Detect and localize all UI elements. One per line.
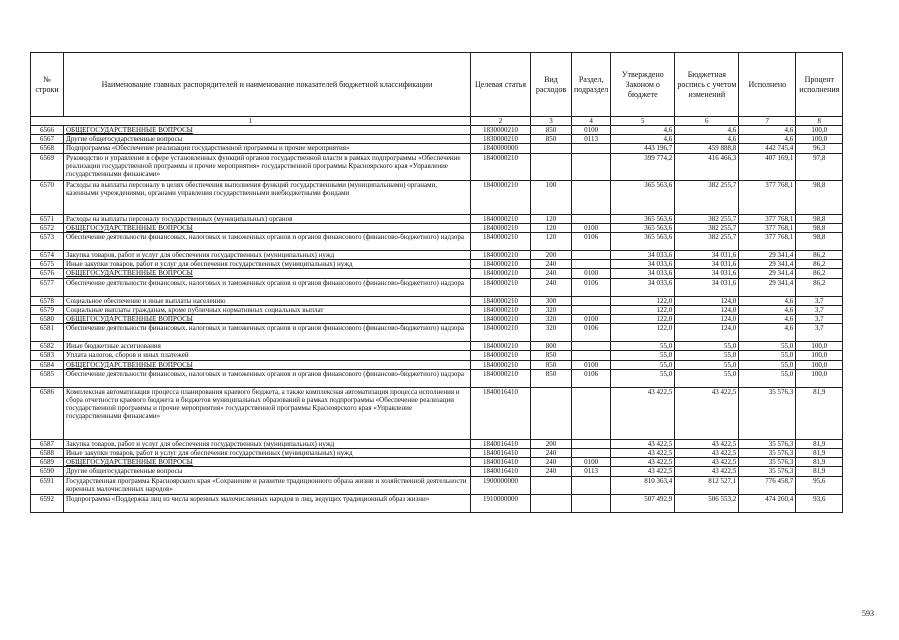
executed-amount: 35 576,3	[739, 458, 796, 467]
column-number-row	[31, 117, 843, 126]
budget-list-amount: 4,6	[675, 135, 739, 144]
approved-amount: 43 422,5	[611, 439, 675, 448]
target-article: 1840000210	[471, 342, 531, 351]
row-number: 6591	[31, 476, 64, 494]
execution-percent: 98,8	[796, 214, 843, 223]
table-row	[31, 180, 843, 214]
approved-amount: 4,6	[611, 135, 675, 144]
row-name: ОБЩЕГОСУДАРСТВЕННЫЕ ВОПРОСЫ	[64, 458, 471, 467]
expense-type	[531, 476, 572, 494]
expense-type: 120	[531, 223, 572, 232]
budget-list-amount: 34 031,6	[675, 260, 739, 269]
row-number: 6577	[31, 278, 64, 296]
table-row	[31, 305, 843, 314]
row-number: 6583	[31, 351, 64, 360]
expense-type: 240	[531, 260, 572, 269]
target-article: 1840000210	[471, 324, 531, 342]
executed-amount: 377 768,1	[739, 223, 796, 232]
executed-amount: 407 169,1	[739, 153, 796, 180]
budget-list-amount: 43 422,5	[675, 467, 739, 476]
execution-percent: 97,8	[796, 153, 843, 180]
header-isp: Исполнено	[739, 53, 796, 117]
table-row	[31, 467, 843, 476]
approved-amount: 810 363,4	[611, 476, 675, 494]
expense-type: 100	[531, 180, 572, 214]
target-article: 1840000210	[471, 223, 531, 232]
row-number: 6585	[31, 369, 64, 387]
budget-list-amount: 4,6	[675, 126, 739, 135]
execution-percent: 3,7	[796, 305, 843, 314]
budget-list-amount: 124,0	[675, 315, 739, 324]
table-row	[31, 260, 843, 269]
row-name: Комплексная автоматизация процесса планирования краевого бюджета, а также комплексная автоматизация процесса исполнения и сбора отчетности краевого бюджета и бюджетов муниципальных образований в рамках подпрограммы «Обеспечение реализации государственной программы и прочие мероприятия» государственной программы Красноярского края «Управление государственными финансами»	[64, 387, 471, 439]
approved-amount: 122,0	[611, 315, 675, 324]
executed-amount: 55,0	[739, 369, 796, 387]
row-name: Подпрограмма «Поддержка лиц из числа коренных малочисленных народов и лиц, ведущих традиционный образ жизни»	[64, 494, 471, 512]
budget-list-amount: 416 466,3	[675, 153, 739, 180]
row-number: 6569	[31, 153, 64, 180]
execution-percent: 81,9	[796, 439, 843, 448]
execution-percent: 81,9	[796, 458, 843, 467]
row-number: 6578	[31, 296, 64, 305]
section-code: 0100	[572, 223, 611, 232]
budget-list-amount: 55,0	[675, 369, 739, 387]
target-article: 1840016410	[471, 387, 531, 439]
budget-list-amount: 43 422,5	[675, 387, 739, 439]
row-name: Обеспечение деятельности финансовых, налоговых и таможенных органов и органов финансового (финансово-бюджетного) надзора	[64, 278, 471, 296]
row-number: 6579	[31, 305, 64, 314]
expense-type	[531, 387, 572, 439]
row-name: Подпрограмма «Обеспечение реализации государственной программы и прочие мероприятия»	[64, 144, 471, 153]
execution-percent: 3,7	[796, 296, 843, 305]
expense-type	[531, 153, 572, 180]
target-article: 1840000210	[471, 251, 531, 260]
column-number: 1	[31, 117, 471, 126]
row-number: 6589	[31, 458, 64, 467]
executed-amount: 474 260,4	[739, 494, 796, 512]
approved-amount: 34 033,6	[611, 251, 675, 260]
target-article: 1840000210	[471, 233, 531, 251]
expense-type: 850	[531, 135, 572, 144]
section-code	[572, 449, 611, 458]
row-name: Иные закупки товаров, работ и услуг для обеспечения государственных (муниципальных) нужд	[64, 449, 471, 458]
row-number: 6590	[31, 467, 64, 476]
row-name: ОБЩЕГОСУДАРСТВЕННЫЕ ВОПРОСЫ	[64, 269, 471, 278]
budget-list-amount: 55,0	[675, 351, 739, 360]
expense-type	[531, 494, 572, 512]
budget-list-amount: 43 422,5	[675, 439, 739, 448]
execution-percent: 98,8	[796, 233, 843, 251]
executed-amount: 4,6	[739, 296, 796, 305]
expense-type: 850	[531, 351, 572, 360]
table-row	[31, 369, 843, 387]
row-name: Обеспечение деятельности финансовых, налоговых и таможенных органов и органов финансового (финансово-бюджетного) надзора	[64, 369, 471, 387]
row-name: ОБЩЕГОСУДАРСТВЕННЫЕ ВОПРОСЫ	[64, 223, 471, 232]
table-row	[31, 296, 843, 305]
budget-list-amount: 55,0	[675, 360, 739, 369]
executed-amount: 29 341,4	[739, 251, 796, 260]
table-row	[31, 278, 843, 296]
row-number: 6582	[31, 342, 64, 351]
target-article: 1840000210	[471, 269, 531, 278]
execution-percent: 86,2	[796, 269, 843, 278]
table-body	[31, 126, 843, 513]
expense-type: 200	[531, 251, 572, 260]
row-name: Социальное обеспечение и иные выплаты населению	[64, 296, 471, 305]
target-article: 1840000210	[471, 296, 531, 305]
column-number: 8	[796, 117, 843, 126]
table-row	[31, 494, 843, 512]
target-article: 1840016410	[471, 439, 531, 448]
section-code	[572, 387, 611, 439]
budget-list-amount: 382 255,7	[675, 233, 739, 251]
approved-amount: 399 774,2	[611, 153, 675, 180]
approved-amount: 4,6	[611, 126, 675, 135]
row-name: Обеспечение деятельности финансовых, налоговых и таможенных органов и органов финансового (финансово-бюджетного) надзора	[64, 324, 471, 342]
executed-amount: 55,0	[739, 342, 796, 351]
target-article: 1840000210	[471, 278, 531, 296]
table-row	[31, 360, 843, 369]
header-rosp: Бюджетная роспись с учетом изменений	[675, 53, 739, 117]
target-article: 1840016410	[471, 449, 531, 458]
row-name: ОБЩЕГОСУДАРСТВЕННЫЕ ВОПРОСЫ	[64, 360, 471, 369]
target-article: 1840000210	[471, 214, 531, 223]
table-row	[31, 153, 843, 180]
budget-list-amount: 124,0	[675, 305, 739, 314]
column-number: 6	[675, 117, 739, 126]
expense-type: 240	[531, 449, 572, 458]
executed-amount: 4,6	[739, 324, 796, 342]
header-code: Целевая статья	[471, 53, 531, 117]
header-name: Наименование главных распорядителей и наименование показателей бюджетной классификации	[64, 53, 471, 117]
row-number: 6575	[31, 260, 64, 269]
section-code: 0113	[572, 135, 611, 144]
expense-type: 120	[531, 214, 572, 223]
section-code: 0106	[572, 278, 611, 296]
row-name: Другие общегосударственные вопросы	[64, 467, 471, 476]
row-number: 6587	[31, 439, 64, 448]
approved-amount: 365 563,6	[611, 180, 675, 214]
target-article: 1840000210	[471, 180, 531, 214]
row-name: Иные закупки товаров, работ и услуг для обеспечения государственных (муниципальных) нужд	[64, 260, 471, 269]
expense-type: 200	[531, 439, 572, 448]
page-number: 593	[862, 609, 874, 618]
execution-percent: 100,0	[796, 135, 843, 144]
target-article: 1840000210	[471, 360, 531, 369]
budget-list-amount: 459 888,8	[675, 144, 739, 153]
executed-amount: 4,6	[739, 126, 796, 135]
target-article: 1840016410	[471, 458, 531, 467]
approved-amount: 43 422,5	[611, 467, 675, 476]
row-number: 6574	[31, 251, 64, 260]
column-number: 5	[611, 117, 675, 126]
row-name: Расходы на выплаты персоналу государственных (муниципальных) органов	[64, 214, 471, 223]
execution-percent: 100,0	[796, 351, 843, 360]
executed-amount: 35 576,3	[739, 439, 796, 448]
executed-amount: 35 576,3	[739, 387, 796, 439]
table-row	[31, 233, 843, 251]
executed-amount: 29 341,4	[739, 269, 796, 278]
target-article: 1830000210	[471, 126, 531, 135]
section-code: 0100	[572, 269, 611, 278]
budget-list-amount: 124,0	[675, 324, 739, 342]
budget-list-amount: 124,0	[675, 296, 739, 305]
approved-amount: 34 033,6	[611, 260, 675, 269]
execution-percent: 100,0	[796, 360, 843, 369]
executed-amount: 29 341,4	[739, 278, 796, 296]
header-pct: Процент исполнения	[796, 53, 843, 117]
approved-amount: 365 563,6	[611, 214, 675, 223]
row-number: 6570	[31, 180, 64, 214]
header-utv: Утверждено Законом о бюджете	[611, 53, 675, 117]
execution-percent: 98,8	[796, 180, 843, 214]
row-name: Руководство и управление в сфере установленных функций органов государственной власти в рамках подпрограммы «Обеспечение реализации государственной программы и прочие мероприятия» государственной программы Красноярского края «Управление государственными финансами»	[64, 153, 471, 180]
section-code	[572, 180, 611, 214]
executed-amount: 4,6	[739, 135, 796, 144]
execution-percent: 98,8	[796, 223, 843, 232]
executed-amount: 442 745,4	[739, 144, 796, 153]
expense-type: 240	[531, 458, 572, 467]
row-name: Обеспечение деятельности финансовых, налоговых и таможенных органов и органов финансового (финансово-бюджетного) надзора	[64, 233, 471, 251]
executed-amount: 35 576,3	[739, 449, 796, 458]
target-article: 1840016410	[471, 467, 531, 476]
executed-amount: 377 768,1	[739, 214, 796, 223]
section-code: 0100	[572, 360, 611, 369]
execution-percent: 3,7	[796, 315, 843, 324]
approved-amount: 43 422,5	[611, 449, 675, 458]
approved-amount: 34 033,6	[611, 269, 675, 278]
execution-percent: 81,9	[796, 387, 843, 439]
table-row	[31, 223, 843, 232]
expense-type: 120	[531, 233, 572, 251]
target-article: 1840000210	[471, 260, 531, 269]
expense-type: 320	[531, 324, 572, 342]
expense-type: 240	[531, 467, 572, 476]
table-row	[31, 439, 843, 448]
executed-amount: 55,0	[739, 360, 796, 369]
budget-list-amount: 43 422,5	[675, 458, 739, 467]
approved-amount: 43 422,5	[611, 387, 675, 439]
section-code	[572, 476, 611, 494]
column-number: 7	[739, 117, 796, 126]
budget-list-amount: 34 031,6	[675, 269, 739, 278]
execution-percent: 81,9	[796, 449, 843, 458]
row-number: 6572	[31, 223, 64, 232]
approved-amount: 507 492,9	[611, 494, 675, 512]
column-number: 4	[572, 117, 611, 126]
section-code	[572, 144, 611, 153]
execution-percent: 100,0	[796, 126, 843, 135]
header-vid: Вид расходов	[531, 53, 572, 117]
expense-type: 850	[531, 126, 572, 135]
section-code	[572, 494, 611, 512]
budget-list-amount: 34 031,6	[675, 278, 739, 296]
section-code	[572, 153, 611, 180]
executed-amount: 377 768,1	[739, 233, 796, 251]
row-number: 6568	[31, 144, 64, 153]
section-code	[572, 351, 611, 360]
target-article: 1900000000	[471, 476, 531, 494]
row-number: 6581	[31, 324, 64, 342]
row-number: 6592	[31, 494, 64, 512]
target-article: 1830000210	[471, 135, 531, 144]
section-code: 0100	[572, 126, 611, 135]
row-number: 6586	[31, 387, 64, 439]
target-article: 1840000210	[471, 153, 531, 180]
column-number: 2	[471, 117, 531, 126]
approved-amount: 443 196,7	[611, 144, 675, 153]
row-name: Закупка товаров, работ и услуг для обеспечения государственных (муниципальных) нужд	[64, 251, 471, 260]
expense-type: 300	[531, 296, 572, 305]
approved-amount: 122,0	[611, 324, 675, 342]
budget-table	[30, 52, 843, 513]
section-code	[572, 439, 611, 448]
table-row	[31, 476, 843, 494]
section-code: 0106	[572, 324, 611, 342]
execution-percent: 86,2	[796, 260, 843, 269]
table-row	[31, 135, 843, 144]
section-code	[572, 251, 611, 260]
executed-amount: 776 458,7	[739, 476, 796, 494]
section-code: 0106	[572, 369, 611, 387]
table-row	[31, 387, 843, 439]
section-code: 0100	[572, 315, 611, 324]
row-name: Социальные выплаты гражданам, кроме публичных нормативных социальных выплат	[64, 305, 471, 314]
executed-amount: 55,0	[739, 351, 796, 360]
approved-amount: 122,0	[611, 305, 675, 314]
approved-amount: 55,0	[611, 369, 675, 387]
expense-type: 800	[531, 342, 572, 351]
table-row	[31, 315, 843, 324]
expense-type: 850	[531, 369, 572, 387]
execution-percent: 100,0	[796, 369, 843, 387]
header-razd: Раздел, подраздел	[572, 53, 611, 117]
row-number: 6584	[31, 360, 64, 369]
section-code	[572, 342, 611, 351]
header-num: № строки	[31, 53, 64, 117]
table-row	[31, 269, 843, 278]
approved-amount: 55,0	[611, 360, 675, 369]
section-code: 0100	[572, 458, 611, 467]
approved-amount: 365 563,6	[611, 233, 675, 251]
expense-type: 850	[531, 360, 572, 369]
row-number: 6588	[31, 449, 64, 458]
executed-amount: 35 576,3	[739, 467, 796, 476]
target-article: 1910000000	[471, 494, 531, 512]
execution-percent: 86,2	[796, 278, 843, 296]
executed-amount: 4,6	[739, 315, 796, 324]
approved-amount: 122,0	[611, 296, 675, 305]
budget-list-amount: 382 255,7	[675, 223, 739, 232]
budget-list-amount: 43 422,5	[675, 449, 739, 458]
target-article: 1840000210	[471, 369, 531, 387]
row-name: Государственная программа Красноярского края «Сохранение и развитие традиционного образа жизни и хозяйственной деятельности коренных малочисленных народов»	[64, 476, 471, 494]
execution-percent: 81,9	[796, 467, 843, 476]
section-code: 0113	[572, 467, 611, 476]
table-row	[31, 251, 843, 260]
budget-list-amount: 382 255,7	[675, 180, 739, 214]
approved-amount: 55,0	[611, 351, 675, 360]
row-name: Закупка товаров, работ и услуг для обеспечения государственных (муниципальных) нужд	[64, 439, 471, 448]
expense-type	[531, 144, 572, 153]
table-row	[31, 126, 843, 135]
row-name: Другие общегосударственные вопросы	[64, 135, 471, 144]
row-name: ОБЩЕГОСУДАРСТВЕННЫЕ ВОПРОСЫ	[64, 315, 471, 324]
execution-percent: 96,3	[796, 144, 843, 153]
target-article: 1840000000	[471, 144, 531, 153]
executed-amount: 4,6	[739, 305, 796, 314]
row-number: 6567	[31, 135, 64, 144]
section-code	[572, 214, 611, 223]
execution-percent: 86,2	[796, 251, 843, 260]
approved-amount: 43 422,5	[611, 458, 675, 467]
target-article: 1840000210	[471, 305, 531, 314]
target-article: 1840000210	[471, 351, 531, 360]
execution-percent: 93,6	[796, 494, 843, 512]
executed-amount: 377 768,1	[739, 180, 796, 214]
section-code	[572, 296, 611, 305]
budget-list-amount: 34 031,6	[675, 251, 739, 260]
approved-amount: 365 563,6	[611, 223, 675, 232]
row-name: Расходы на выплаты персоналу в целях обеспечения выполнения функций государственными (муниципальными) органами, казенными учреждениями, органами управления государственными внебюджетными фондами	[64, 180, 471, 214]
table-row	[31, 144, 843, 153]
table-row	[31, 214, 843, 223]
row-number: 6573	[31, 233, 64, 251]
budget-list-amount: 506 553,2	[675, 494, 739, 512]
approved-amount: 34 033,6	[611, 278, 675, 296]
execution-percent: 3,7	[796, 324, 843, 342]
table-row	[31, 342, 843, 351]
row-number: 6571	[31, 214, 64, 223]
target-article: 1840000210	[471, 315, 531, 324]
budget-list-amount: 382 255,7	[675, 214, 739, 223]
row-number: 6566	[31, 126, 64, 135]
budget-list-amount: 55,0	[675, 342, 739, 351]
executed-amount: 29 341,4	[739, 260, 796, 269]
expense-type: 320	[531, 315, 572, 324]
document-page	[30, 52, 843, 513]
budget-list-amount: 812 527,1	[675, 476, 739, 494]
column-number: 3	[531, 117, 572, 126]
row-name: Иные бюджетные ассигнования	[64, 342, 471, 351]
section-code	[572, 305, 611, 314]
expense-type: 320	[531, 305, 572, 314]
expense-type: 240	[531, 278, 572, 296]
section-code: 0106	[572, 233, 611, 251]
row-name: Уплата налогов, сборов и иных платежей	[64, 351, 471, 360]
row-number: 6580	[31, 315, 64, 324]
table-header-row	[31, 53, 843, 117]
execution-percent: 100,0	[796, 342, 843, 351]
table-row	[31, 324, 843, 342]
expense-type: 240	[531, 269, 572, 278]
execution-percent: 95,6	[796, 476, 843, 494]
row-number: 6576	[31, 269, 64, 278]
table-row	[31, 449, 843, 458]
row-name: ОБЩЕГОСУДАРСТВЕННЫЕ ВОПРОСЫ	[64, 126, 471, 135]
section-code	[572, 260, 611, 269]
table-row	[31, 351, 843, 360]
table-row	[31, 458, 843, 467]
approved-amount: 55,0	[611, 342, 675, 351]
